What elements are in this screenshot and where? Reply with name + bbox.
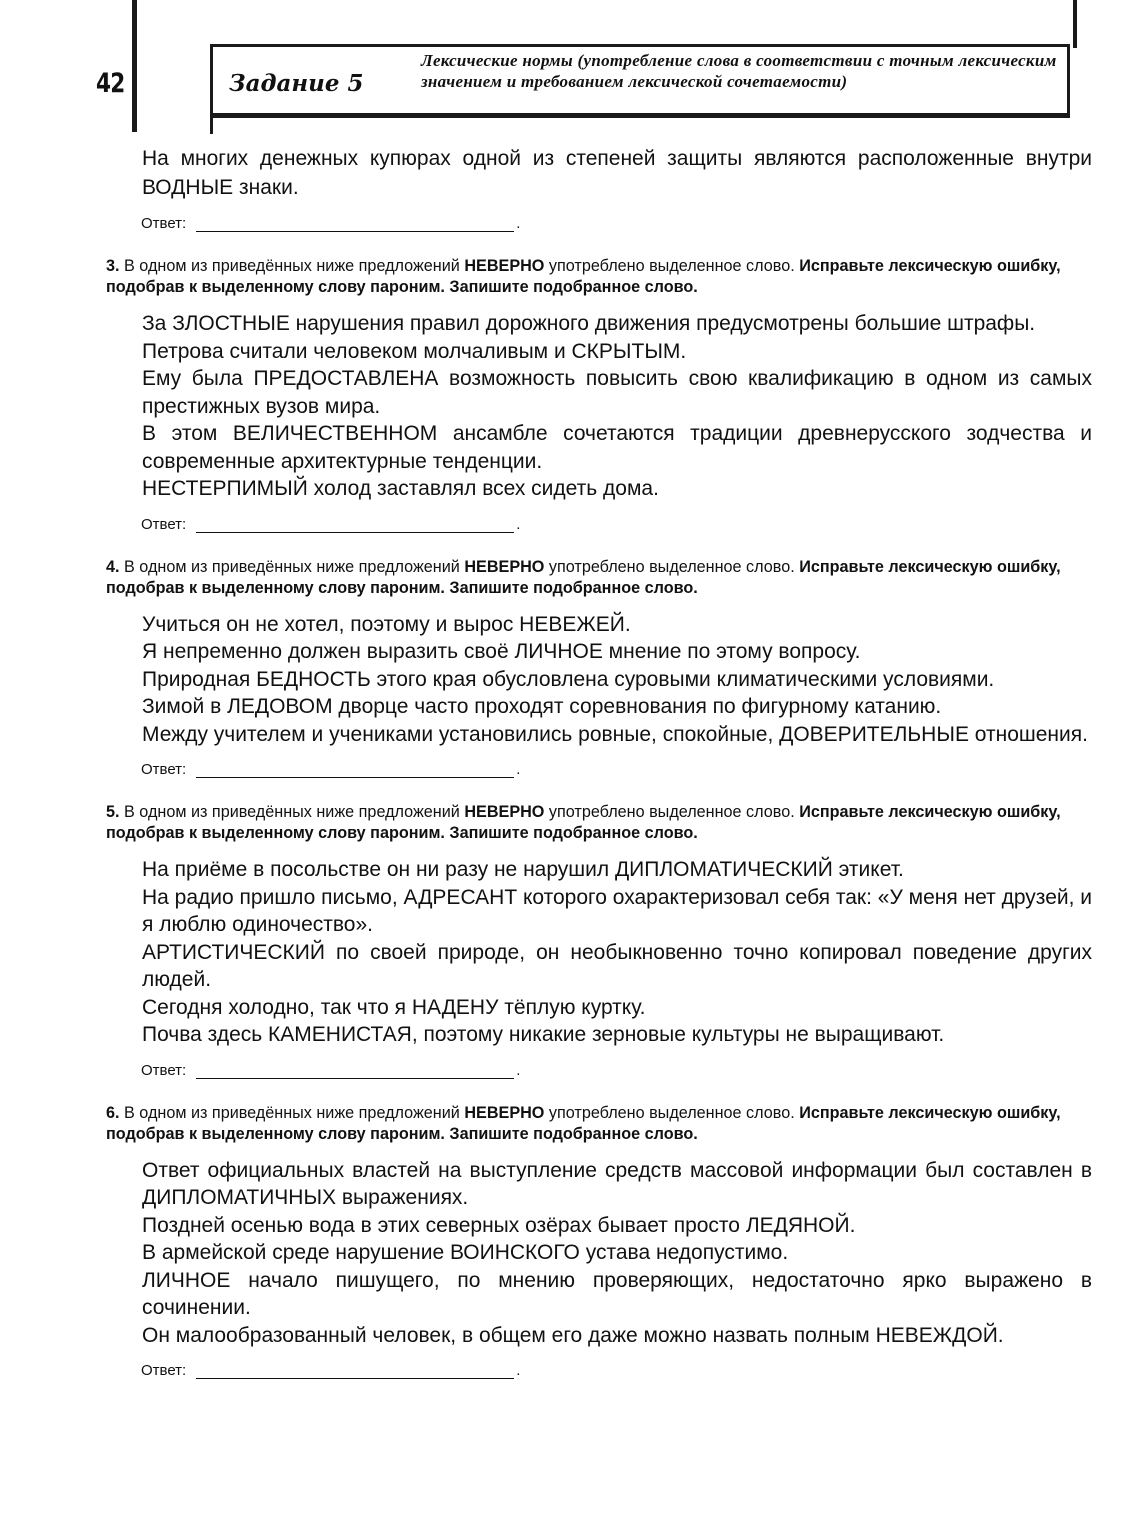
task-number: 4.	[106, 557, 120, 576]
sentence: Петрова считали человеком молчаливым и СКРЫТЫМ.	[142, 339, 687, 363]
answer-input-line[interactable]	[196, 217, 514, 232]
sentence: НЕСТЕРПИМЫЙ холод заставлял всех сидеть дома.	[142, 477, 659, 500]
sentence: В армейской среде нарушение ВОИНСКОГО устава недопустимо.	[142, 1241, 789, 1264]
task-instruction: 6. В одном из приведённых ниже предложений НЕВЕРНО употреблено выделенное слово. Исправьте лексическую ошибку, подобрав к выделенному слову пароним. Запишите подобранное слово.	[106, 1103, 1061, 1143]
answer-label: Ответ:	[141, 761, 187, 778]
sentence: На радио пришло письмо, АДРЕСАНТ которого охарактеризовал себя так: «У меня нет друзей, и я люблю одиночество».	[142, 885, 1092, 936]
answer-row: Ответ: .	[141, 215, 521, 232]
left-margin-rule	[132, 0, 137, 132]
answer-label: Ответ:	[141, 1362, 187, 1379]
sentence: Он малообразованный человек, в общем его даже можно назвать полным НЕВЕЖДОЙ.	[142, 1323, 1004, 1347]
sentence: Почва здесь КАМЕНИСТАЯ, поэтому никакие зерновые культуры не выращивают.	[142, 1023, 945, 1046]
task-5	[106, 802, 1092, 1079]
answer-label: Ответ:	[141, 1061, 187, 1079]
sentence: АРТИСТИЧЕСКИЙ по своей природе, он необыкновенно точно копировал поведение других людей.	[142, 940, 1092, 991]
header-divider	[210, 118, 213, 134]
sentence: Природная БЕДНОСТЬ этого края обусловлена суровыми климатическими условиями.	[142, 667, 995, 691]
task-instruction: 4. В одном из приведённых ниже предложений НЕВЕРНО употреблено выделенное слово. Исправьте лексическую ошибку, подобрав к выделенному слову пароним. Запишите подобранное слово.	[106, 557, 1061, 597]
sentence: За ЗЛОСТНЫЕ нарушения правил дорожного движения предусмотрены большие штрафы.	[142, 312, 1036, 335]
sentence: Я непременно должен выразить своё ЛИЧНОЕ мнение по этому вопросу.	[142, 640, 861, 663]
sentence: В этом ВЕЛИЧЕСТВЕННОМ ансамбле сочетаются традиции древнерусского зодчества и современные архитектурные тенденции.	[142, 422, 1092, 473]
task-label: Задание 5	[229, 70, 364, 97]
sentence: Поздней осенью вода в этих северных озёрах бывает просто ЛЕДЯНОЙ.	[142, 1213, 856, 1237]
answer-input-line[interactable]	[196, 518, 514, 533]
task-6	[106, 1103, 1092, 1380]
answer-label: Ответ:	[141, 515, 187, 533]
sentence: Ответ официальных властей на выступление средств массовой информации был составлен в ДИПЛОМАТИЧНЫХ выражениях.	[142, 1158, 1092, 1209]
sentence: На приёме в посольстве он ни разу не нарушил ДИПЛОМАТИЧЕСКИЙ этикет.	[142, 858, 904, 881]
sentence: ЛИЧНОЕ начало пишущего, по мнению проверяющих, недостаточно ярко выражено в сочинении.	[142, 1268, 1092, 1319]
answer-row: Ответ: .	[141, 515, 521, 533]
section-topic: Лексические нормы (употребление слова в соответствии с точным лексическим значением и требованием лексической сочетаемости)	[421, 51, 1057, 91]
sentence: Ему была ПРЕДОСТАВЛЕНА возможность повысить свою квалификацию в одном из самых престижных вузов мира.	[142, 367, 1092, 418]
sentence: Сегодня холодно, так что я НАДЕНУ тёплую куртку.	[142, 995, 646, 1019]
answer-label: Ответ:	[141, 215, 187, 232]
sentence: Зимой в ЛЕДОВОМ дворце часто проходят соревнования по фигурному катанию.	[142, 695, 942, 718]
intro-sentence: На многих денежных купюрах одной из степеней защиты являются расположенные внутри ВОДНЫЕ знаки.	[142, 147, 1092, 199]
right-margin-rule	[1073, 0, 1077, 48]
answer-row: Ответ: .	[141, 1061, 521, 1079]
task-instruction: 3. В одном из приведённых ниже предложений НЕВЕРНО употреблено выделенное слово. Исправьте лексическую ошибку, подобрав к выделенному слову пароним. Запишите подобранное слово.	[106, 257, 1061, 296]
answer-row: Ответ: .	[141, 1362, 521, 1379]
task-number: 5.	[106, 803, 120, 821]
task-number: 3.	[106, 257, 120, 275]
answer-input-line[interactable]	[196, 1364, 514, 1379]
sentence: Между учителем и учениками установились ровные, спокойные, ДОВЕРИТЕЛЬНЫЕ отношения.	[142, 722, 1088, 746]
answer-input-line[interactable]	[196, 763, 514, 778]
intro-block	[106, 144, 1092, 232]
task-number: 6.	[106, 1103, 120, 1122]
sentence: Учиться он не хотел, поэтому и вырос НЕВЕЖЕЙ.	[142, 612, 631, 636]
answer-input-line[interactable]	[196, 1064, 514, 1079]
task-instruction: 5. В одном из приведённых ниже предложений НЕВЕРНО употреблено выделенное слово. Исправьте лексическую ошибку, подобрав к выделенному слову пароним. Запишите подобранное слово.	[106, 803, 1061, 842]
task-3	[106, 256, 1092, 533]
page-number: 42	[96, 68, 125, 99]
section-header	[210, 44, 1070, 118]
page-content	[106, 144, 1092, 1379]
answer-row: Ответ: .	[141, 761, 521, 778]
task-4	[106, 557, 1092, 779]
